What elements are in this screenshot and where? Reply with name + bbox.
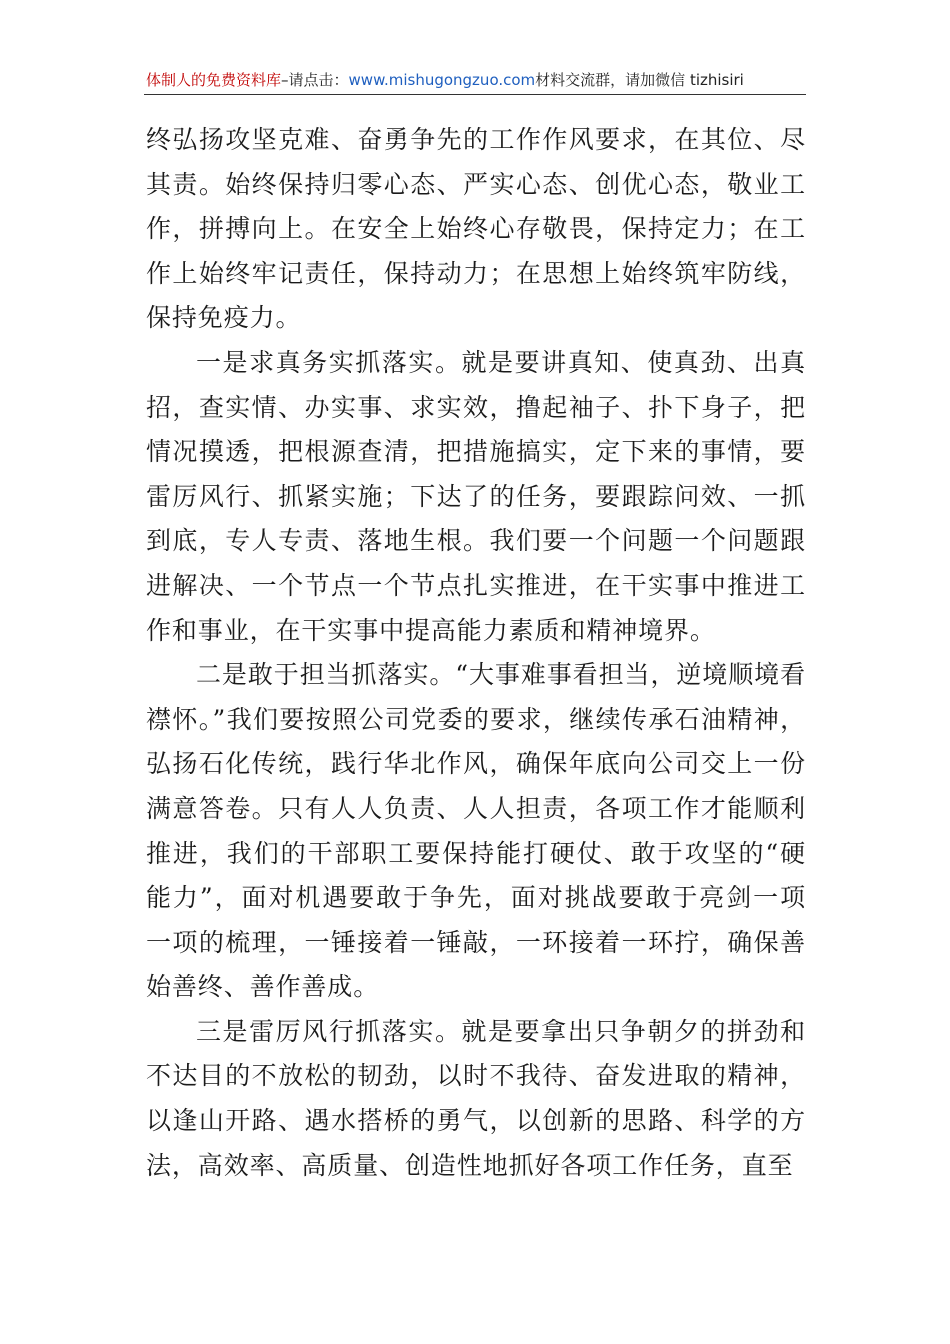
paragraph-point-three: 三是雷厉风行抓落实。就是要拿出只争朝夕的拼劲和不达目的不放松的韧劲，以时不我待、奋发进取的精神，以逢山开路、遇水搭桥的勇气，以创新的思路、科学的方法，高效率、高质量、创造性地抓好各项工作任务，直至 — [146, 1016, 806, 1180]
page-header — [146, 66, 806, 94]
paragraph-continued: 终弘扬攻坚克难、奋勇争先的工作作风要求，在其位、尽其责。始终保持归零心态、严实心态、创优心态，敬业工作，拼搏向上。在安全上始终心存敬畏，保持定力；在工作上始终牢记责任，保持动力；在思想上始终筑牢防线，保持免疫力。 — [146, 125, 806, 333]
header-click-prompt: –请点击： — [281, 71, 349, 89]
paragraph-point-two: 二是敢于担当抓落实。“大事难事看担当，逆境顺境看襟怀。”我们要按照公司党委的要求，继续传承石油精神，弘扬石化传统，践行华北作风，确保年底向公司交上一份满意答卷。只有人人负责、人人担责，各项工作才能顺利推进，我们的干部职工要保持能打硬仗、敢于攻坚的“硬能力”，面对机遇要敢于争先，面对挑战要敢于亮剑一项一项的梳理，一锤接着一锤敲，一环接着一环拧，确保善始善终、善作善成。 — [146, 660, 806, 1002]
header-brand: 体制人的免费资料库 — [146, 71, 282, 89]
header-divider — [144, 94, 806, 95]
document-body — [146, 118, 806, 1188]
paragraph-point-one: 一是求真务实抓落实。就是要讲真知、使真劲、出真招，查实情、办实事、求实效，撸起袖子、扑下身子，把情况摸透，把根源查清，把措施搞实，定下来的事情，要雷厉风行、抓紧实施；下达了的任务，要跟踪问效、一抓到底，专人专责、落地生根。我们要一个问题一个问题跟进解决、一个节点一个节点扎实推进，在干实事中推进工作和事业，在干实事中提高能力素质和精神境界。 — [146, 347, 806, 645]
header-wechat-note: 材料交流群，请加微信 tizhisiri — [535, 71, 744, 89]
header-url-link[interactable]: www.mishugongzuo.com — [348, 71, 536, 89]
